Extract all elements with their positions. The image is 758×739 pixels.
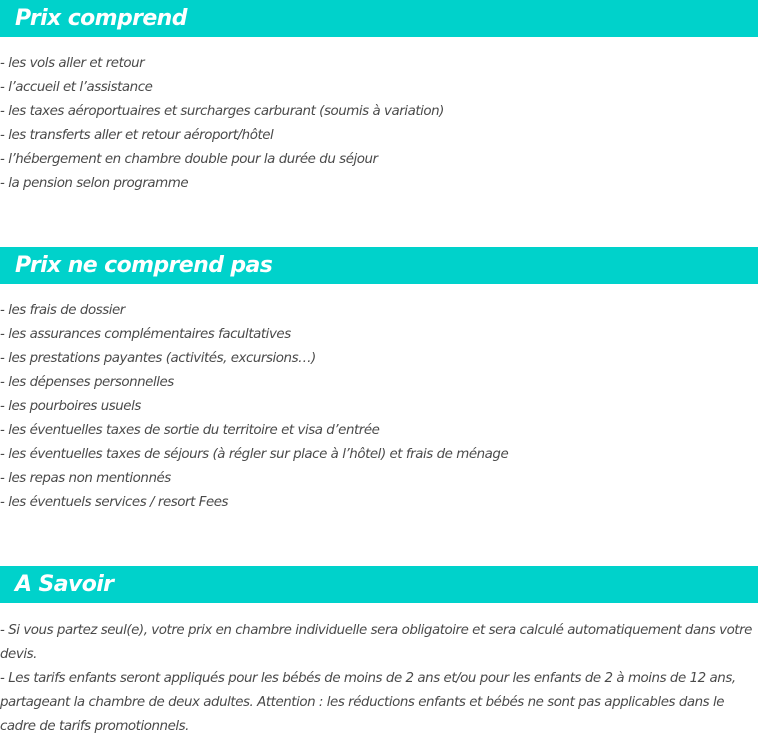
list-item: - la pension selon programme (0, 176, 189, 191)
excluded-list (0, 299, 758, 515)
section-title: Prix ne comprend pas (15, 253, 273, 278)
list-item: - l’hébergement en chambre double pour la durée du séjour (0, 152, 378, 167)
list-item: - les éventuelles taxes de séjours (à régler sur place à l’hôtel) et frais de ménage (0, 447, 509, 462)
list-item: - les éventuelles taxes de sortie du territoire et visa d’entrée (0, 423, 380, 438)
list-item: - les vols aller et retour (0, 56, 145, 71)
list-item: - les pourboires usuels (0, 399, 141, 414)
paragraph-single-supplement: - Si vous partez seul(e), votre prix en chambre individuelle sera obligatoire et sera calculé automatiquement dans votre devis. (0, 623, 752, 662)
section-header-prix-comprend (0, 0, 758, 37)
list-item: - les taxes aéroportuaires et surcharges carburant (soumis à variation) (0, 104, 444, 119)
section-header-prix-ne-comprend-pas (0, 247, 758, 284)
list-item: - l’accueil et l’assistance (0, 80, 153, 95)
list-item: - les transferts aller et retour aéroport/hôtel (0, 128, 274, 143)
list-item: - les éventuels services / resort Fees (0, 495, 229, 510)
section-title: A Savoir (15, 572, 114, 597)
paragraph-child-rates: - Les tarifs enfants seront appliqués pour les bébés de moins de 2 ans et/ou pour les enfants de 2 à moins de 12 ans, partageant la chambre de deux adultes. Attention : les réductions enfants et bébés ne sont pas applicables dans le cadre de tarifs promotionnels. (0, 671, 736, 734)
list-item: - les frais de dossier (0, 303, 125, 318)
section-header-a-savoir (0, 566, 758, 603)
list-item: - les prestations payantes (activités, excursions…) (0, 351, 316, 366)
list-item: - les dépenses personnelles (0, 375, 174, 390)
included-list (0, 52, 758, 196)
section-title: Prix comprend (15, 6, 187, 31)
list-item: - les repas non mentionnés (0, 471, 171, 486)
list-item: - les assurances complémentaires facultatives (0, 327, 291, 342)
